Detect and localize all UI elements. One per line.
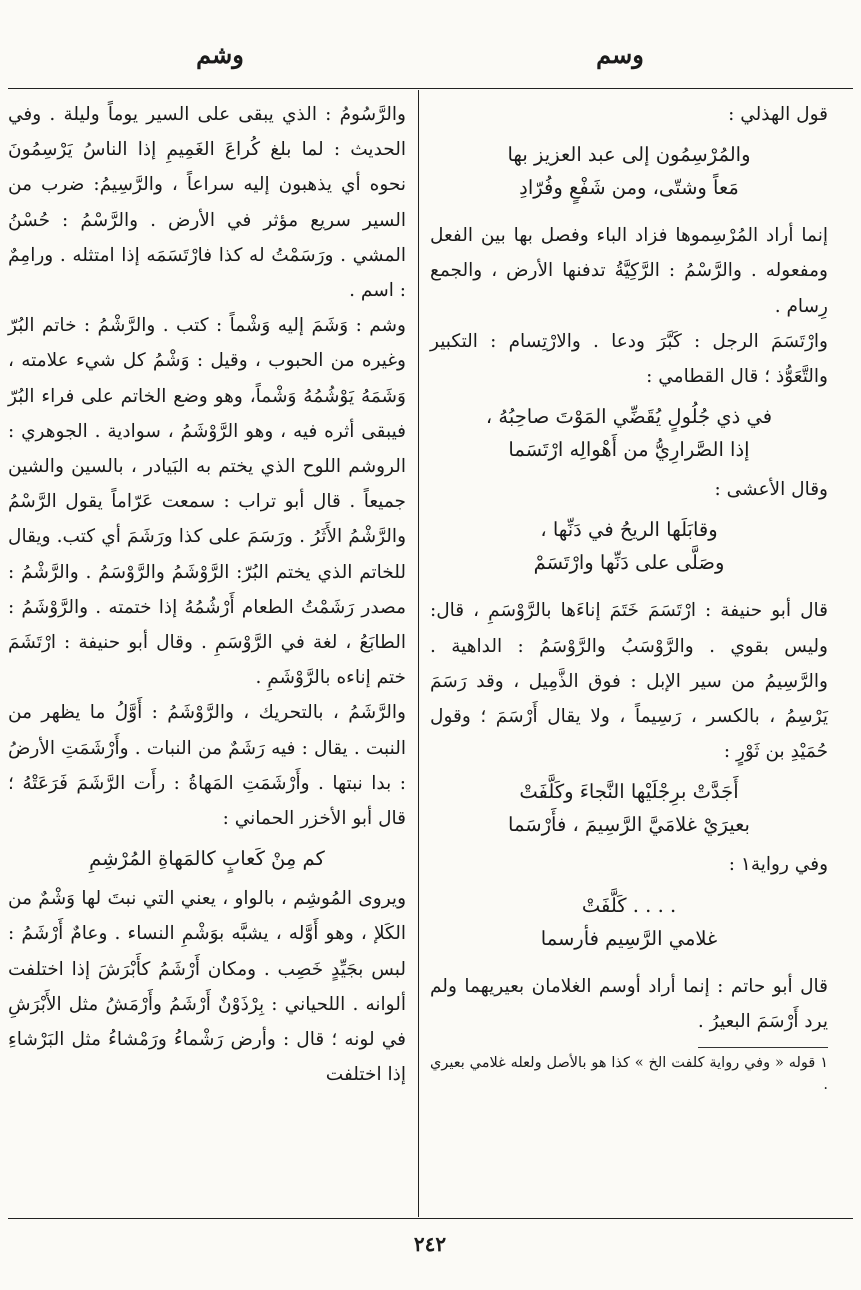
verse-line: وصَلَّى على دَنِّها وارْتَسَمْ xyxy=(533,551,725,575)
paragraph: وفي رواية١ : xyxy=(728,854,828,876)
paragraph: وقال الأعشى : xyxy=(714,479,828,501)
verse-line: إذا الصَّرارِيُّ من أَهْوالِه ارْتَسَما xyxy=(508,438,750,462)
entry-wshm: وشم : وَشَمَ إليه وَشْماً : كتب . والرَّشْمُ : خاتم البُرّ وغيره من الحبوب ، وقيل : وَشْمُ كل شيء علامته ، وَشَمَهُ يَوْشُمُهُ وَشْماً، وهو وضع الخاتم على فراء البُرّ فيبقى أثره فيه ، وهو الرَّوْشَمُ ، سوادية . الجوهري : الروشم اللوح الذي يختم به البَيادر ، بالسين والشين جميعاً . قال أبو تراب : سمعت عَرّاماً يقول الرَّسْمُ والرَّشْمُ الأَثَرُ . ورَسَمَ على كذا ورَشَمَ أي كتب. ويقال للخاتم الذي يختم البُرّ: الرَّوْشَمُ والرَّوْسَمُ . والرَّشْمُ : مصدر رَشَمْتُ الطعام أَرْشُمُهُ إذا ختمته . والرَّوْشَمُ : الطابَعُ ، لغة في الرَّوْسَمِ . وقال أبو حنيفة : ارْتَشَمَ ختم إناءه بالرَّوْشَمِ . xyxy=(8,315,406,689)
paragraph: قول الهذلي : xyxy=(728,104,828,125)
paragraph: وارْتَسَمَ الرجل : كَبَّرَ ودعا . والارْتِسام : التكبير والتَّعَوُّذ ؛ قال القطامي : xyxy=(430,330,828,388)
paragraph: والرَّسُومُ : الذي يبقى على السير يوماً وليلة . وفي الحديث : لما بلغ كُراعَ الغَمِيمِ إذا الناسُ يَرْسِمُونَ نحوه أي يذهبون إليه سراعاً ، والرَّسِيمُ: ضرب من السير سريع مؤثر في الأرض . والرَّسْمُ : حُسْنُ المشي . ورَسَمْتُ له كذا فارْتَسَمَه إذا امتثله . ورامِمٌ : اسم . xyxy=(8,104,406,302)
top-rule xyxy=(8,88,853,89)
left-column xyxy=(8,97,406,1092)
paragraph: ويروى المُوشِم ، بالواو ، يعني التي نبتَ لها وَشْمٌ من الكَلإ ، وهو أَوَّله ، يشبَّه بوَشْمِ النساء . وعامٌ أَرْشَمُ : لبس بجَيِّدٍ خَصِب . ومكان أَرْشَمُ كأَبْرَشَ إذا اختلفت ألوانه . اللحياني : بِرْذَوْنٌ أَرْشَمُ وأَرْمَشُ مثل الأَبْرَشِ في لونه ؛ قال : وأرض رَشْماءُ ورَمْشاءُ مثل البَرْشاءِ إذا اختلفت xyxy=(8,888,406,1086)
bottom-rule xyxy=(8,1218,853,1219)
verse-line: وقابَلَها الريحُ في دَنِّها ، xyxy=(540,518,718,542)
verse-line: أَجَدَّتْ برِجْلَيْها النَّجاءَ وكَلَّفَتْ xyxy=(519,780,739,804)
column-divider xyxy=(418,90,419,1217)
paragraph: قال أبو حنيفة : ارْتَسَمَ خَتَمَ إناءَها بالرَّوْسَمِ ، قال: وليس بقوي . والرَّوْسَبُ والرَّوْسَمُ : الداهية . والرَّسِيمُ من سير الإبل : فوق الذَّمِيل ، وقد رَسَمَ يَرْسِمُ ، بالكسر ، رَسِيماً ، ولا يقال أَرْسَمَ ؛ وقول حُمَيْدِ بن ثَوْرٍ : xyxy=(430,600,828,763)
paragraph: إنما أراد المُرْسِموها فزاد الباء وفصل بها بين الفعل ومفعوله . والرَّسْمُ : الرَّكِيَّةُ تدفنها الأرض ، والجمع رِسام . xyxy=(430,225,828,317)
verse xyxy=(430,138,828,204)
verse-line: في ذي جُلُولٍ يُقَضِّي المَوْتَ صاحِبُهُ ، xyxy=(485,405,773,429)
verse-line: بعيرَيْ غلامَيَّ الرَّسِيمَ ، فأَرْسَما xyxy=(508,813,750,837)
left-headword: وشم xyxy=(196,40,244,69)
verse xyxy=(8,842,406,875)
verse xyxy=(430,513,828,579)
verse-line: كم مِنْ كَعابٍ كالمَهاةِ المُرْشِمِ xyxy=(89,847,325,871)
verse xyxy=(430,775,828,841)
page-number: ٢٤٢ xyxy=(413,1232,447,1256)
verse-line: مَعاً وشتّى، ومن شَفْعٍ وفُرّادِ xyxy=(519,176,739,200)
verse xyxy=(430,400,828,466)
verse xyxy=(430,889,828,955)
verse-line: . . . . كَلَّفَتْ xyxy=(581,893,677,917)
verse-line: غلامي الرَّسِيم فأرسما xyxy=(540,926,718,950)
right-headword: وسم xyxy=(596,40,644,69)
footnote-rule xyxy=(698,1047,828,1048)
paragraph: قال أبو حاتم : إنما أراد أوسم الغلامان بعيريهما ولم يرد أَرْسَمَ البعيرُ . xyxy=(430,975,828,1032)
footnote: ١ قوله « وفي رواية كلفت الخ » كذا هو بالأصل ولعله غلامي بعيري . xyxy=(430,1055,828,1094)
paragraph: والرَّشَمُ ، بالتحريك ، والرَّوْشَمُ : أَوَّلُ ما يظهر من النبت . يقال : فيه رَشَمٌ من النبات . وأَرْشَمَتِ الأرضُ : بدا نبتها . وأَرْشَمَتِ المَهاةُ : رأَت الرَّشَمَ فَرَعَتْهُ ؛ قال أبو الأخزر الحماني : xyxy=(8,702,406,830)
verse-line: والمُرْسِمُون إلى عبد العزيز بها xyxy=(507,143,751,167)
right-column xyxy=(430,97,828,1096)
